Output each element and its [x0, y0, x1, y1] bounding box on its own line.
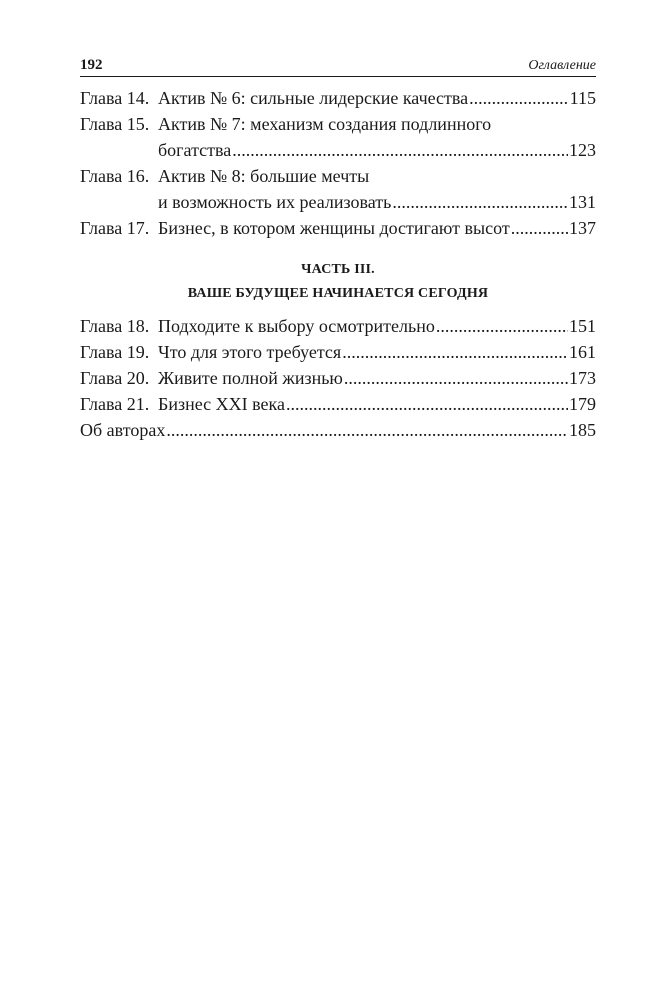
page-ref: 151 [569, 316, 596, 336]
toc-entry-chapter-18 [80, 313, 596, 339]
dot-leader [469, 85, 568, 111]
toc-line [80, 417, 596, 443]
page-ref: 173 [569, 368, 596, 388]
toc-entry-chapter-16 [80, 163, 596, 215]
toc-entry-chapter-17 [80, 215, 596, 241]
toc-entry-chapter-21 [80, 391, 596, 417]
toc-line [158, 313, 596, 339]
chapter-title: Живите полной жизнью [158, 368, 343, 388]
page-ref: 161 [569, 342, 596, 362]
toc-line [158, 365, 596, 391]
table-of-contents [80, 85, 596, 443]
dot-leader [286, 391, 568, 417]
toc-line [158, 391, 596, 417]
chapter-title: Что для этого требуется [158, 342, 342, 362]
chapter-title: Подходите к выбору осмотрительно [158, 316, 435, 336]
chapter-label: Глава 17. [80, 218, 150, 238]
toc-entry-chapter-15 [80, 111, 596, 163]
part-title: ЧАСТЬ III. [301, 262, 375, 277]
toc-line [158, 137, 596, 163]
toc-entry-about-authors [80, 417, 596, 443]
book-page [80, 56, 596, 443]
chapter-title: Актив № 7: механизм создания подлинного [158, 114, 492, 134]
about-authors-title: Об авторах [80, 420, 166, 440]
page-number: 192 [80, 57, 103, 73]
chapter-label: Глава 18. [80, 316, 150, 336]
toc-entry-chapter-20 [80, 365, 596, 391]
dot-leader [344, 365, 568, 391]
page-ref: 115 [569, 88, 596, 108]
toc-line [158, 215, 596, 241]
toc-line [158, 163, 596, 189]
toc-entry-chapter-19 [80, 339, 596, 365]
toc-line [158, 189, 596, 215]
dot-leader [511, 215, 568, 241]
chapter-title: Актив № 6: сильные лидерские качества [158, 88, 469, 108]
dot-leader [166, 417, 568, 443]
chapter-title: Актив № 8: большие мечты [158, 166, 370, 186]
dot-leader [342, 339, 568, 365]
part-subtitle: ВАШЕ БУДУЩЕЕ НАЧИНАЕТСЯ СЕГОДНЯ [187, 286, 489, 301]
dot-leader [232, 137, 568, 163]
toc-line [158, 111, 596, 137]
page-ref: 185 [569, 420, 596, 440]
chapter-label: Глава 20. [80, 368, 150, 388]
chapter-label: Глава 21. [80, 394, 150, 414]
chapter-title-continued: богатства [158, 140, 232, 160]
toc-line [158, 85, 596, 111]
toc-line [158, 339, 596, 365]
page-ref: 123 [569, 140, 596, 160]
chapter-title: Бизнес, в котором женщины достигают высот [158, 218, 510, 238]
chapter-label: Глава 15. [80, 114, 150, 134]
page-ref: 131 [569, 192, 596, 212]
dot-leader [392, 189, 568, 215]
page-ref: 137 [569, 218, 596, 238]
section-name: Оглавление [528, 58, 596, 73]
toc-entry-chapter-14 [80, 85, 596, 111]
dot-leader [436, 313, 568, 339]
chapter-title-continued: и возможность их реализовать [158, 192, 392, 212]
chapter-title: Бизнес XXI века [158, 394, 285, 414]
running-head [80, 56, 596, 77]
page-ref: 179 [569, 394, 596, 414]
chapter-label: Глава 19. [80, 342, 150, 362]
chapter-label: Глава 16. [80, 166, 150, 186]
chapter-label: Глава 14. [80, 88, 150, 108]
